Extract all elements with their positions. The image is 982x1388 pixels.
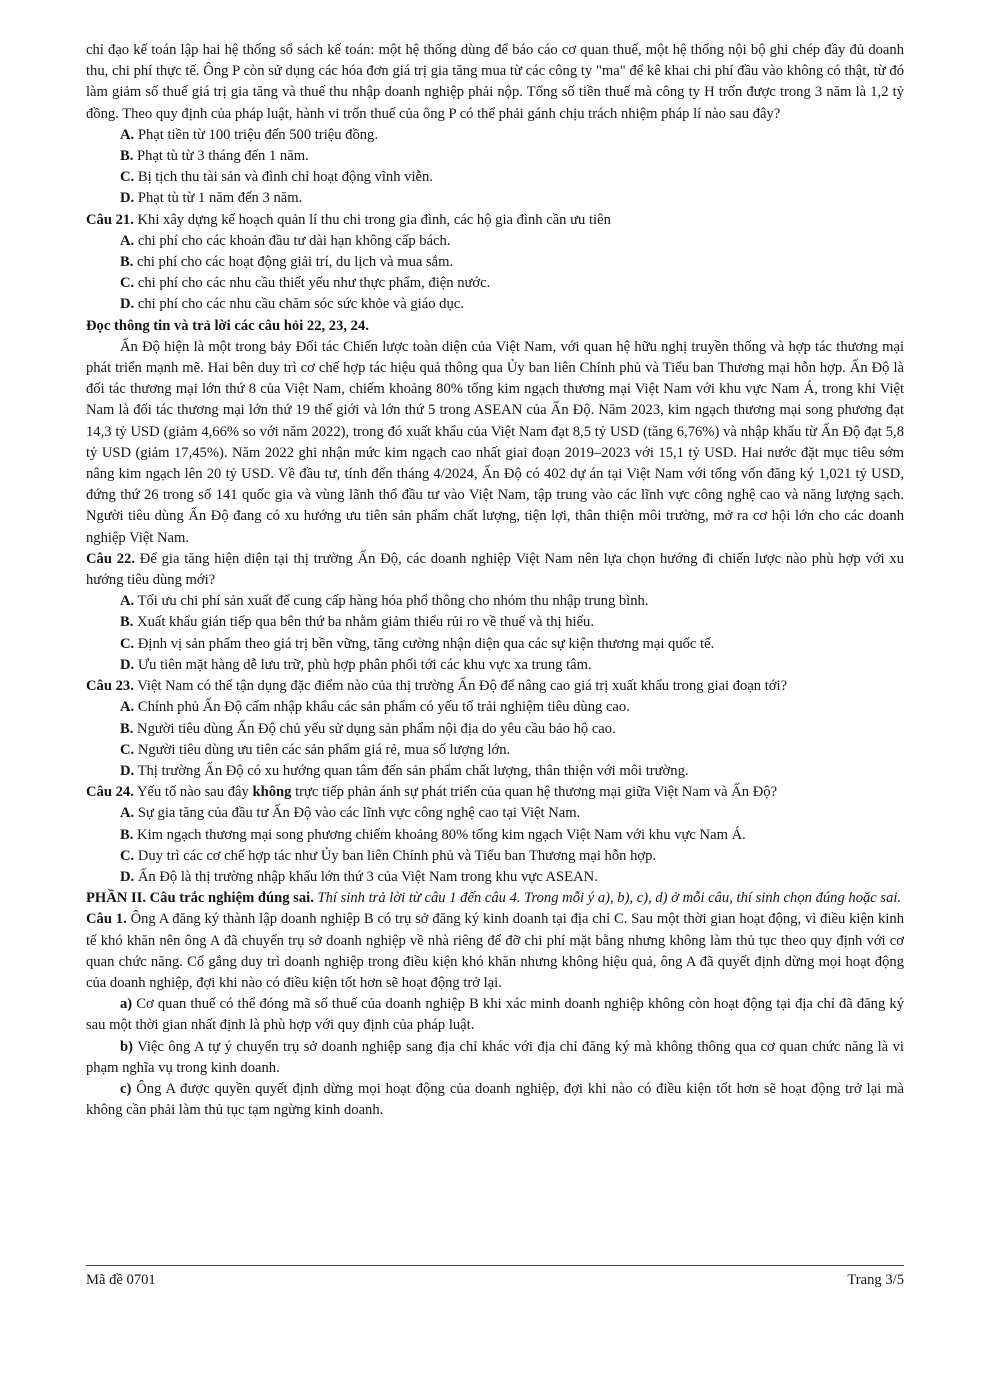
option-label: C. — [120, 275, 135, 292]
part2-instruction: Thí sinh trả lời từ câu 1 đến câu 4. Trong mỗi ý a), b), c), d) ở mỗi câu, thí sinh chọn đúng hoặc sai. — [313, 890, 902, 907]
option-text: Chính phủ Ấn Độ cấm nhập khẩu các sản phẩm có yếu tố trải nghiệm tiêu dùng cao. — [134, 699, 630, 716]
option-label: A. — [120, 699, 135, 716]
option-label: A. — [120, 126, 135, 143]
q20-stem-continued: chỉ đạo kế toán lập hai hệ thống sổ sách kế toán: một hệ thống dùng để báo cáo cơ quan thuế, một hệ thống nội bộ ghi chép đầy đủ doanh thu, chi phí thực tế. Ông P còn sử dụng các hóa đơn giá trị gia tăng mua từ các công ty "ma" để kê khai chi phí đầu vào không có thật, từ đó làm giảm số thuế giá trị gia tăng và thuế thu nhập doanh nghiệp phải nộp. Tổng số tiền thuế mà công ty H trốn được trong 3 năm là 1,2 tỷ đồng. Theo quy định của pháp luật, hành vi trốn thuế của ông P có thể phải gánh chịu trách nhiệm pháp lí nào sau đây? — [86, 42, 904, 122]
q22-option-b — [86, 612, 904, 633]
question-text: Khi xây dựng kế hoạch quản lí thu chi trong gia đình, các hộ gia đình cần ưu tiên — [133, 211, 611, 228]
q21-option-c — [86, 273, 904, 294]
option-label: A. — [120, 232, 135, 249]
option-text: Bị tịch thu tài sản và đình chỉ hoạt động vĩnh viễn. — [134, 169, 433, 186]
q21-option-d — [86, 294, 904, 315]
option-text: chi phí cho các nhu cầu chăm sóc sức khỏe và giáo dục. — [134, 296, 464, 313]
page-footer — [86, 1265, 904, 1290]
q20-option-c — [86, 167, 904, 188]
question-text: Để gia tăng hiện diện tại thị trường Ấn Độ, các doanh nghiệp Việt Nam nên lựa chọn hướng đi chiến lược nào phù hợp với xu hướng tiêu dùng mới? — [86, 550, 904, 589]
option-text: Tối ưu chi phí sản xuất để cung cấp hàng hóa phổ thông cho nhóm thu nhập trung bình. — [134, 593, 649, 610]
option-text: Người tiêu dùng Ấn Độ chủ yếu sử dụng sản phẩm nội địa do yêu cầu bảo hộ cao. — [133, 720, 616, 737]
option-label: D. — [120, 296, 135, 313]
statement-text: Cơ quan thuế có thể đóng mã số thuế của doanh nghiệp B khi xác minh doanh nghiệp không còn hoạt động tại địa chỉ đã đăng ký sau một thời gian nhất định là phù hợp với quy định của pháp luật. — [86, 996, 904, 1034]
part2-header — [86, 888, 904, 909]
q22-options — [86, 591, 904, 676]
p2q1-stem — [86, 909, 904, 994]
statement-text: Ông A được quyền quyết định dừng mọi hoạt động của doanh nghiệp, đợi khi nào có điều kiện tốt hơn sẽ hoạt động trở lại mà không cần phải làm thủ tục tạm ngừng kinh doanh. — [86, 1080, 904, 1119]
part2-title: PHẦN II. Câu trắc nghiệm đúng sai. — [86, 890, 314, 907]
option-text: chi phí cho các khoản đầu tư dài hạn không cấp bách. — [134, 232, 451, 249]
option-text: chi phí cho các hoạt động giải trí, du lịch và mua sắm. — [133, 254, 454, 271]
q20-option-d — [86, 188, 904, 209]
option-label: D. — [120, 190, 135, 207]
option-text: Phạt tù từ 1 năm đến 3 năm. — [134, 190, 303, 207]
statement-label: b) — [120, 1038, 133, 1055]
question-text-after: trực tiếp phản ánh sự phát triển của quan hệ thương mại giữa Việt Nam và Ấn Độ? — [291, 784, 778, 801]
q23-option-c — [86, 740, 904, 761]
option-label: C. — [120, 635, 135, 652]
option-text: Thị trường Ấn Độ có xu hướng quan tâm đến sản phẩm chất lượng, thân thiện với môi trường. — [134, 762, 689, 779]
q24-stem — [86, 782, 904, 803]
question-number: Câu 21. — [86, 211, 134, 228]
q21-option-a — [86, 231, 904, 252]
q22-option-c — [86, 634, 904, 655]
q24-options — [86, 803, 904, 888]
option-text: Duy trì các cơ chế hợp tác như Ủy ban liên Chính phủ và Tiểu ban Thương mại hỗn hợp. — [134, 847, 657, 864]
statement-label: c) — [120, 1080, 132, 1097]
option-text: Sự gia tăng của đầu tư Ấn Độ vào các lĩnh vực công nghệ cao tại Việt Nam. — [134, 805, 581, 822]
option-label: A. — [120, 593, 135, 610]
statement-label: a) — [120, 996, 133, 1013]
option-label: C. — [120, 169, 135, 186]
option-text: Ưu tiên mặt hàng dễ lưu trữ, phù hợp phân phối tới các khu vực xa trung tâm. — [134, 656, 592, 673]
option-text: Phạt tù từ 3 tháng đến 1 năm. — [133, 148, 309, 165]
option-label: A. — [120, 805, 135, 822]
option-label: B. — [120, 254, 134, 271]
question-text: Ông A đăng ký thành lập doanh nghiệp B có trụ sở đăng ký kinh doanh tại địa chỉ C. Sau một thời gian hoạt động, vì điều kiện kinh tế khó khăn nên ông A đã chuyển trụ sở doanh nghiệp về nhà riêng để đỡ chi phí mặt bằng nhưng không làm thủ tục theo quy định với cơ quan chức năng. Cố gắng duy trì doanh nghiệp trong điều kiện khó khăn nhưng không hiệu quả, ông A đã quyết định dừng mọi hoạt động của doanh nghiệp, đợi khi nào có điều kiện tốt hơn sẽ hoạt động trở lại. — [86, 911, 905, 991]
q20-options — [86, 125, 904, 210]
option-text: Xuất khẩu gián tiếp qua bên thứ ba nhằm giảm thiểu rủi ro về thuế và thị hiếu. — [133, 614, 594, 631]
q23-option-b — [86, 719, 904, 740]
question-text: Việt Nam có thể tận dụng đặc điểm nào của thị trường Ấn Độ để nâng cao giá trị xuất khẩu trong giai đoạn tới? — [133, 678, 788, 695]
q24-option-b — [86, 825, 904, 846]
option-text: Người tiêu dùng ưu tiên các sản phẩm giá rẻ, mua số lượng lớn. — [134, 741, 511, 758]
option-label: C. — [120, 741, 135, 758]
question-number: Câu 22. — [86, 550, 135, 567]
page-number: Trang 3/5 — [847, 1272, 904, 1288]
q21-stem — [86, 210, 904, 231]
p2q1-statement-c — [86, 1079, 904, 1121]
q24-option-d — [86, 867, 904, 888]
q21-options — [86, 231, 904, 316]
q23-option-a — [86, 697, 904, 718]
reading-heading: Đọc thông tin và trả lời các câu hỏi 22, 23, 24. — [86, 317, 369, 334]
q22-option-d — [86, 655, 904, 676]
p2q1-statement-b — [86, 1037, 904, 1079]
q22-option-a — [86, 591, 904, 612]
q20-option-a — [86, 125, 904, 146]
q22-stem — [86, 549, 904, 591]
question-emphasis: không — [252, 784, 292, 801]
option-label: B. — [120, 614, 134, 631]
option-label: C. — [120, 847, 135, 864]
question-number: Câu 24. — [86, 784, 134, 801]
option-text: Phạt tiền từ 100 triệu đến 500 triệu đồng. — [134, 126, 379, 143]
q23-stem — [86, 676, 904, 697]
option-text: Ấn Độ là thị trường nhập khẩu lớn thứ 3 của Việt Nam trong khu vực ASEAN. — [134, 868, 598, 885]
question-text-before: Yếu tố nào sau đây — [133, 784, 253, 801]
option-label: B. — [120, 148, 134, 165]
question-number: Câu 1. — [86, 911, 127, 928]
option-label: B. — [120, 826, 134, 843]
option-label: D. — [120, 762, 135, 779]
reading-passage: Ấn Độ hiện là một trong bảy Đối tác Chiến lược toàn diện của Việt Nam, với quan hệ hữu nghị truyền thống và hợp tác thương mại phát triển mạnh mẽ. Hai bên duy trì cơ chế hợp tác hiệu quả thông qua Ủy ban liên Chính phủ và Tiểu ban Thương mại hỗn hợp. Ấn Độ là đối tác thương mại lớn thứ 8 của Việt Nam, chiếm khoảng 80% tổng kim ngạch thương mại Việt Nam với khu vực Nam Á, trong khi Việt Nam là đối tác thương mại lớn thứ 19 thế giới và lớn thứ 5 trong ASEAN của Ấn Độ. Năm 2023, kim ngạch thương mại song phương đạt 14,3 tỷ USD (giảm 4,66% so với năm 2022), trong đó xuất khẩu của Việt Nam đạt 8,5 tỷ USD (tăng 6,76%) và nhập khẩu từ Ấn Độ đạt 5,8 tỷ USD (giảm 17,45%). Năm 2022 ghi nhận mức kim ngạch cao nhất giai đoạn 2019–2023 với 15,1 tỷ USD. Hai nước đặt mục tiêu sớm nâng kim ngạch lên 20 tỷ USD. Về đầu tư, tính đến tháng 4/2024, Ấn Độ có 402 dự án tại Việt Nam với tổng vốn đăng ký 1,021 tỷ USD, đứng thứ 26 trong số 141 quốc gia và vùng lãnh thổ đầu tư vào Việt Nam, tập trung vào các lĩnh vực công nghệ cao và năng lượng sạch. Người tiêu dùng Ấn Độ đang có xu hướng ưu tiên sản phẩm chất lượng, tiện lợi, thân thiện môi trường, mở ra cơ hội lớn cho các doanh nghiệp Việt Nam. — [86, 338, 904, 546]
q23-options — [86, 697, 904, 782]
page-content — [86, 40, 904, 1121]
option-label: B. — [120, 720, 134, 737]
q24-option-c — [86, 846, 904, 867]
question-number: Câu 23. — [86, 678, 134, 695]
option-label: D. — [120, 656, 135, 673]
option-text: Định vị sản phẩm theo giá trị bền vững, tăng cường nhận diện qua các sự kiện thương mại quốc tế. — [134, 635, 715, 652]
q21-option-b — [86, 252, 904, 273]
exam-code: Mã đề 0701 — [86, 1272, 156, 1288]
p2q1-statement-a — [86, 994, 904, 1036]
option-text: chi phí cho các nhu cầu thiết yếu như thực phẩm, điện nước. — [134, 275, 491, 292]
statement-text: Việc ông A tự ý chuyển trụ sở doanh nghiệp sang địa chỉ khác với địa chỉ đăng ký mà không thông qua cơ quan chức năng là vi phạm nghĩa vụ trong kinh doanh. — [86, 1038, 904, 1076]
q20-option-b — [86, 146, 904, 167]
q24-option-a — [86, 803, 904, 824]
q23-option-d — [86, 761, 904, 782]
option-label: D. — [120, 868, 135, 885]
option-text: Kim ngạch thương mại song phương chiếm khoảng 80% tổng kim ngạch Việt Nam với khu vực Nam Á. — [133, 826, 746, 843]
